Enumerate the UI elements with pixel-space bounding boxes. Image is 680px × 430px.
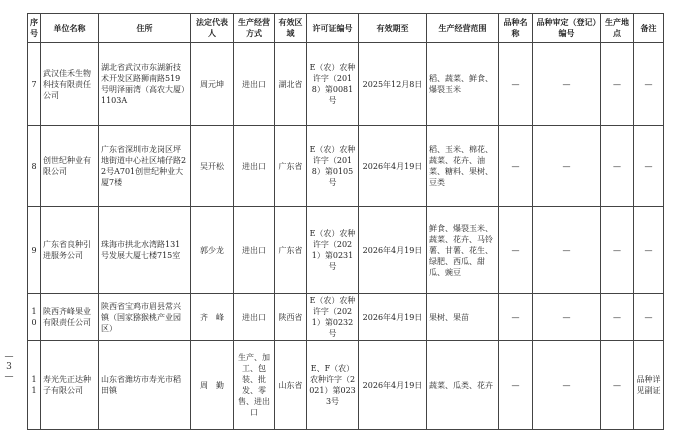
page-number: — 3 — (4, 352, 14, 382)
cell-remark: — (634, 43, 664, 126)
cell-address: 陕西省宝鸡市眉县常兴镇（国家猕猴桃产业园区） (99, 294, 191, 341)
header-valid-until: 有效期至 (359, 14, 427, 43)
cell-production-site: — (601, 126, 634, 207)
cell-company-name: 陕西齐峰果业有限责任公司 (41, 294, 99, 341)
cell-license-no: E（农）农种许字（2018）第0081号 (307, 43, 359, 126)
cell-business-scope: 稻、蔬菜、鲜食、爆裂玉米 (427, 43, 499, 126)
cell-legal-rep: 周元坤 (191, 43, 234, 126)
cell-business-scope: 果树、果苗 (427, 294, 499, 341)
license-table-container (27, 13, 663, 430)
header-legal-rep: 法定代表人 (191, 14, 234, 43)
table-row (28, 294, 664, 341)
cell-remark: — (634, 207, 664, 294)
cell-valid-until: 2026年4月19日 (359, 207, 427, 294)
cell-company-name: 广东省良种引进服务公司 (41, 207, 99, 294)
cell-variety-reg-no: — (533, 43, 601, 126)
header-license-no: 许可证编号 (307, 14, 359, 43)
cell-address: 广东省深圳市龙岗区坪地街道中心社区埔仔路22号A701创世纪种业大厦7楼 (99, 126, 191, 207)
cell-legal-rep: 齐 峰 (191, 294, 234, 341)
header-business-mode: 生产经营方式 (234, 14, 275, 43)
header-variety-reg-no: 品种审定（登记）编号 (533, 14, 601, 43)
table-row (28, 43, 664, 126)
cell-variety-reg-no: — (533, 294, 601, 341)
cell-legal-rep: 吴开松 (191, 126, 234, 207)
cell-company-name: 武汉佳禾生物科技有限责任公司 (41, 43, 99, 126)
header-valid-region: 有效区域 (275, 14, 307, 43)
cell-variety-name: — (499, 207, 533, 294)
cell-address: 湖北省武汉市东湖新技术开发区路狮南路519号明泽丽湾（高农大厦）1103A (99, 43, 191, 126)
cell-legal-rep: 郭少龙 (191, 207, 234, 294)
cell-serial: 7 (28, 43, 41, 126)
cell-license-no: E、F（农）农种许字（2021）第0233号 (307, 341, 359, 430)
cell-remark: — (634, 294, 664, 341)
cell-license-no: E（农）农种许字（2021）第0231号 (307, 207, 359, 294)
cell-business-mode: 生产、加工、包装、批发、零售、进出口 (234, 341, 275, 430)
cell-serial: 11 (28, 341, 41, 430)
cell-valid-until: 2025年12月8日 (359, 43, 427, 126)
cell-license-no: E（农）农种许字（2018）第0105号 (307, 126, 359, 207)
header-serial: 序号 (28, 14, 41, 43)
cell-production-site: — (601, 207, 634, 294)
cell-business-mode: 进出口 (234, 207, 275, 294)
cell-serial: 9 (28, 207, 41, 294)
cell-valid-region: 山东省 (275, 341, 307, 430)
cell-legal-rep: 周 勤 (191, 341, 234, 430)
cell-business-mode: 进出口 (234, 43, 275, 126)
cell-address: 山东省潍坊市寿光市稻田镇 (99, 341, 191, 430)
table-row (28, 341, 664, 430)
cell-production-site: — (601, 341, 634, 430)
cell-address: 珠海市拱北水湾路131号发展大厦七楼715室 (99, 207, 191, 294)
cell-business-scope: 稻、玉米、棉花、蔬菜、花卉、油菜、糖料、果树、豆类 (427, 126, 499, 207)
cell-variety-name: — (499, 126, 533, 207)
cell-valid-until: 2026年4月19日 (359, 294, 427, 341)
header-production-site: 生产地点 (601, 14, 634, 43)
table-header-row (28, 14, 664, 43)
cell-variety-reg-no: — (533, 207, 601, 294)
cell-valid-region: 湖北省 (275, 43, 307, 126)
cell-serial: 10 (28, 294, 41, 341)
cell-variety-name: — (499, 294, 533, 341)
cell-valid-region: 广东省 (275, 126, 307, 207)
cell-variety-name: — (499, 43, 533, 126)
cell-remark: 品种详见副证 (634, 341, 664, 430)
seed-license-table (27, 13, 664, 430)
cell-valid-region: 陕西省 (275, 294, 307, 341)
cell-company-name: 寿光先正达种子有限公司 (41, 341, 99, 430)
header-address: 住所 (99, 14, 191, 43)
cell-variety-name: — (499, 341, 533, 430)
header-remark: 备注 (634, 14, 664, 43)
cell-production-site: — (601, 294, 634, 341)
header-variety-name: 品种名称 (499, 14, 533, 43)
cell-company-name: 创世纪种业有限公司 (41, 126, 99, 207)
cell-production-site: — (601, 43, 634, 126)
cell-serial: 8 (28, 126, 41, 207)
table-row (28, 126, 664, 207)
cell-variety-reg-no: — (533, 126, 601, 207)
cell-business-mode: 进出口 (234, 294, 275, 341)
cell-business-scope: 蔬菜、瓜类、花卉 (427, 341, 499, 430)
cell-business-mode: 进出口 (234, 126, 275, 207)
cell-license-no: E（农）农种许字（2021）第0232号 (307, 294, 359, 341)
cell-variety-reg-no: — (533, 341, 601, 430)
table-row (28, 207, 664, 294)
cell-business-scope: 鲜食、爆裂玉米、蔬菜、花卉、马铃薯、甘薯、花生、绿肥、西瓜、甜瓜、豌豆 (427, 207, 499, 294)
header-company-name: 单位名称 (41, 14, 99, 43)
cell-valid-region: 广东省 (275, 207, 307, 294)
cell-valid-until: 2026年4月19日 (359, 341, 427, 430)
cell-valid-until: 2026年4月19日 (359, 126, 427, 207)
header-business-scope: 生产经营范围 (427, 14, 499, 43)
cell-remark: — (634, 126, 664, 207)
